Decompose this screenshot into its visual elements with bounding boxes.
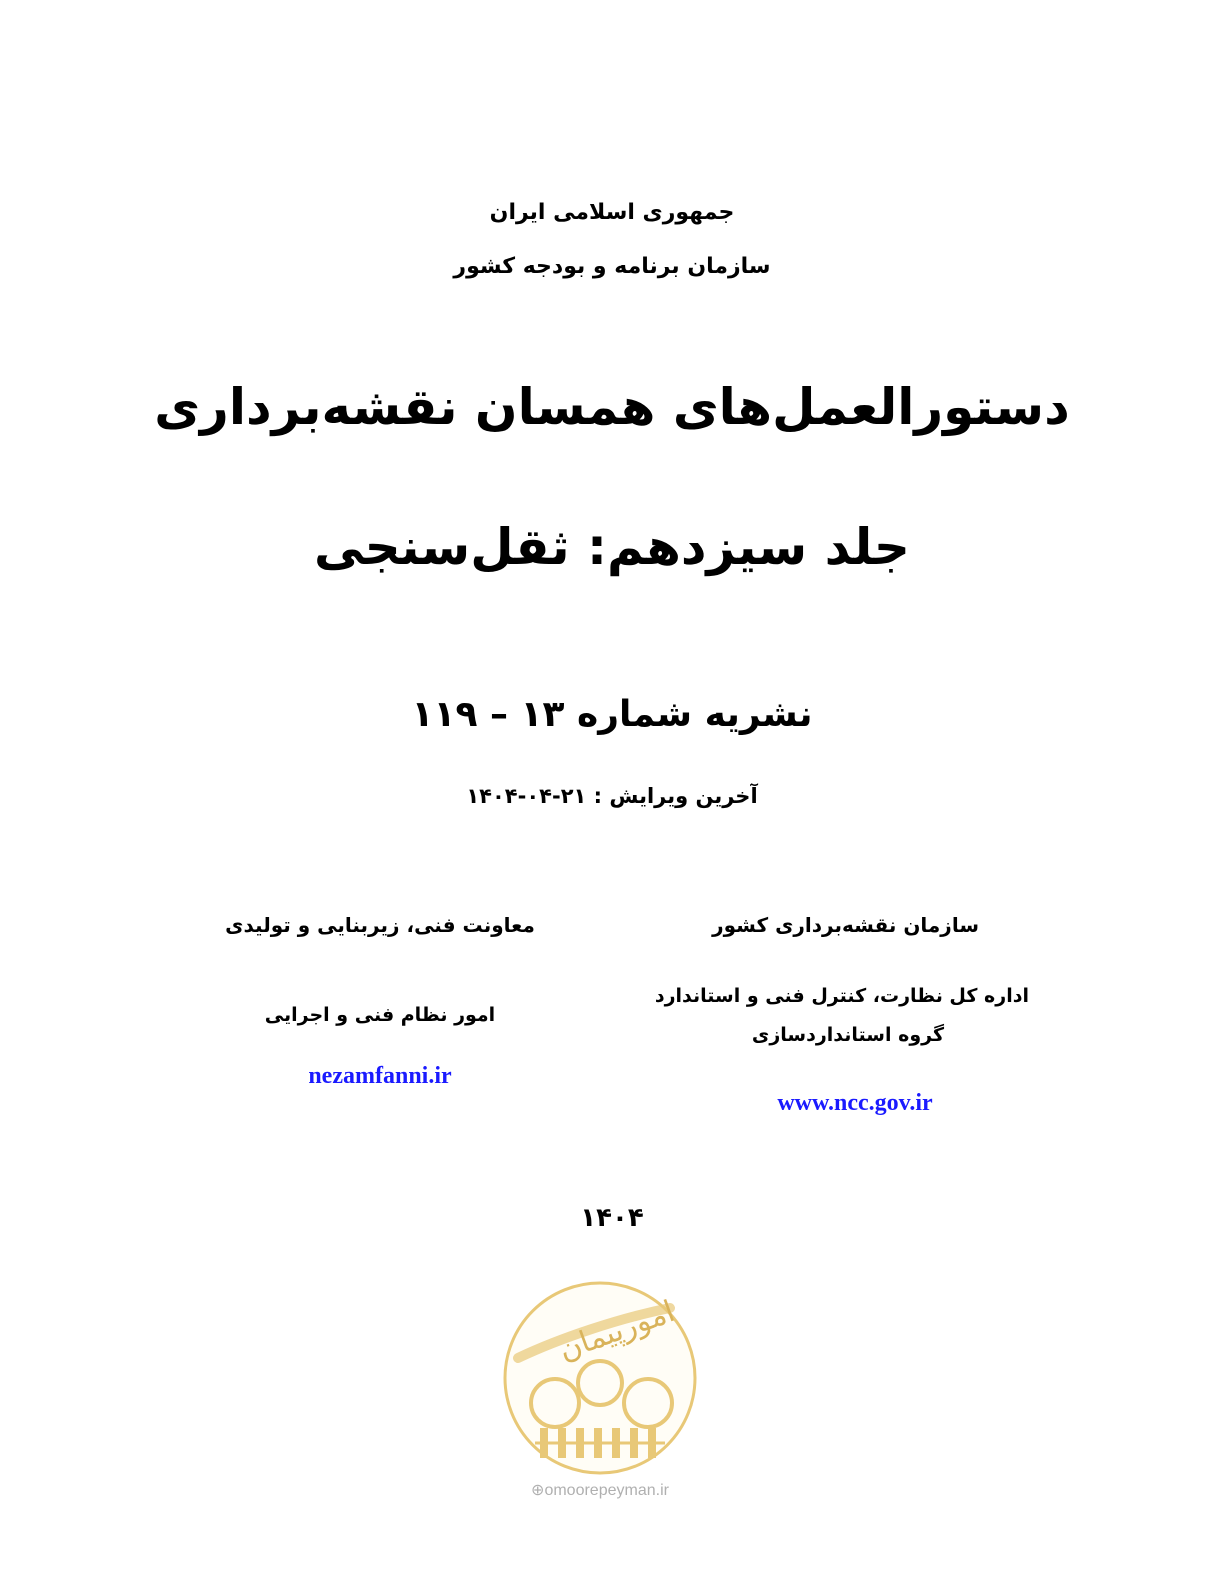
left-affairs-name: امور نظام فنی و اجرایی [264,1004,496,1026]
publication-year: ۱۴۰۴ [580,1203,644,1233]
watermark-logo [500,1278,700,1478]
right-org-name: سازمان نقشه‌برداری کشور [712,913,979,937]
ncc-website-link[interactable]: www.ncc.gov.ir [777,1090,933,1116]
document-title: دستورالعمل‌های همسان نقشه‌برداری [154,378,1070,436]
left-deputy-name: معاونت فنی، زیربنایی و تولیدی [225,913,535,937]
organization-name: سازمان برنامه و بودجه کشور [453,254,771,279]
watermark-url: ⊕omoorepeyman.ir [531,1482,669,1499]
last-edit-date: آخرین ویرایش : ۲۱-۰۴-۱۴۰۴ [466,784,758,808]
volume-title: جلد سیزدهم: ثقل‌سنجی [314,518,910,576]
right-dept-name: اداره کل نظارت، کنترل فنی و استاندارد [654,985,1029,1007]
right-group-name: گروه استانداردسازی [751,1024,944,1046]
globe-icon: ⊕ [531,1482,545,1499]
publication-number: نشریه شماره ۱۳ – ۱۱۹ [411,694,813,735]
nezamfanni-website-link[interactable]: nezamfanni.ir [308,1063,452,1089]
watermark-logo-text: امورپیمان [554,1294,680,1369]
country-name: جمهوری اسلامی ایران [489,200,735,225]
